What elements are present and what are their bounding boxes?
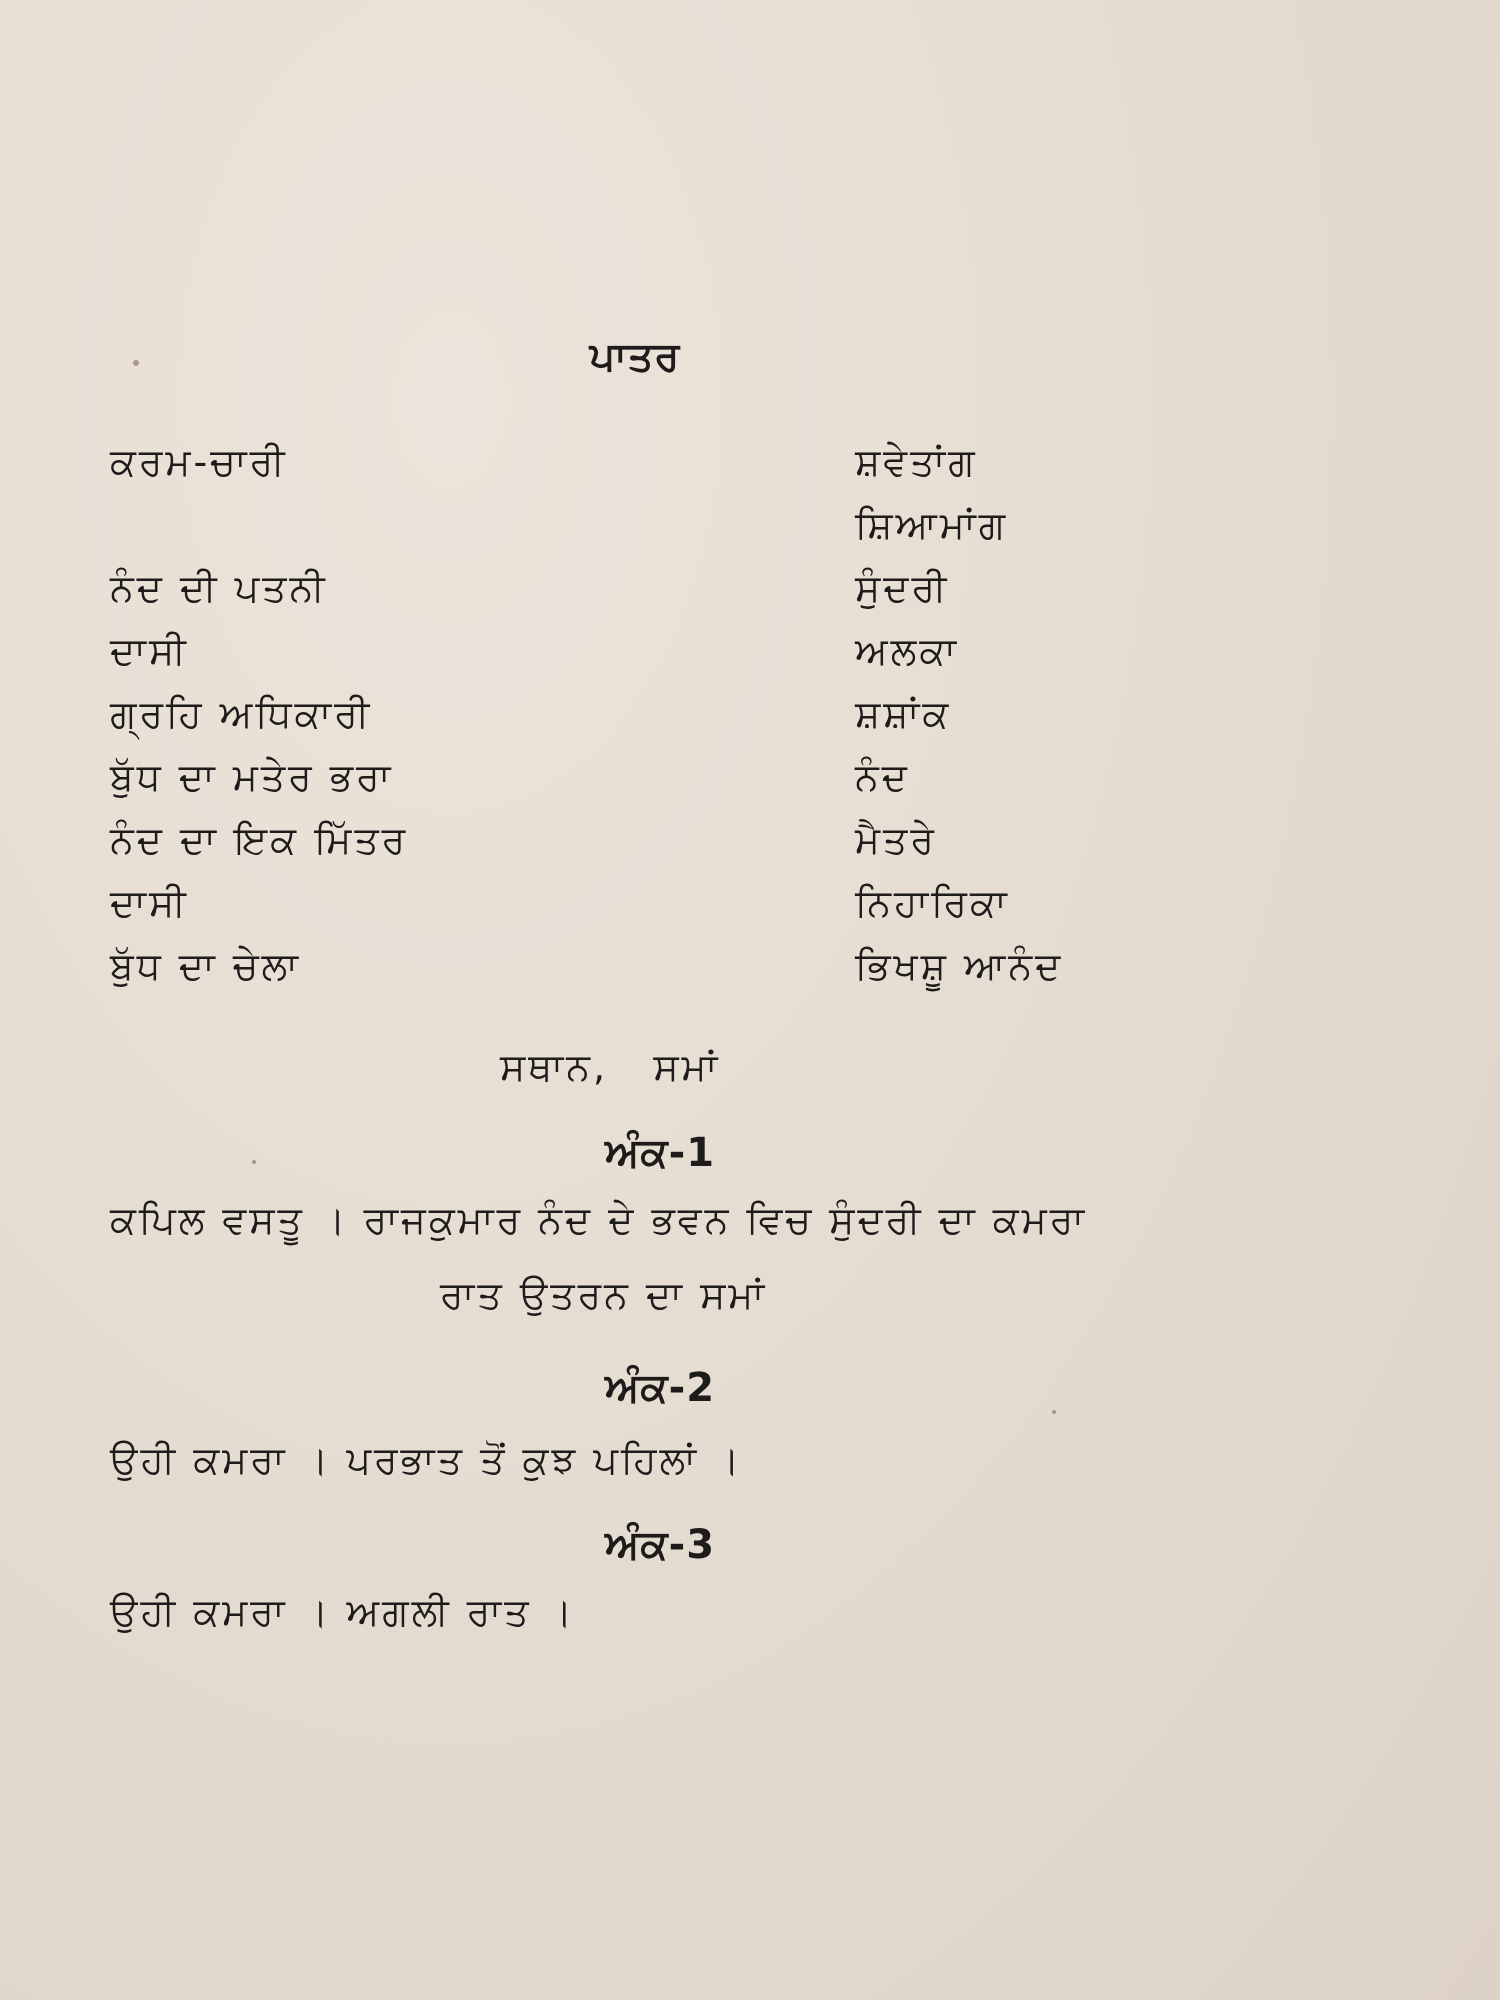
act-heading: ਅੰਕ-2	[604, 1365, 716, 1411]
cast-name: ਸੁੰਦਰੀ	[855, 566, 950, 610]
cast-name: ਭਿਖਸ਼ੂ ਆਨੰਦ	[855, 944, 1064, 988]
cast-name: ਸ਼ਸ਼ਾਂਕ	[855, 692, 952, 736]
act-description: ਉਹੀ ਕਮਰਾ । ਅਗਲੀ ਰਾਤ ।	[110, 1590, 576, 1634]
cast-row	[0, 629, 1500, 689]
cast-role: ਦਾਸੀ	[110, 881, 189, 925]
cast-row	[0, 440, 1500, 500]
cast-name: ਨਿਹਾਰਿਕਾ	[855, 881, 1010, 925]
paper-speck	[252, 1160, 256, 1164]
act-description: ਉਹੀ ਕਮਰਾ । ਪਰਭਾਤ ਤੋਂ ਕੁਝ ਪਹਿਲਾਂ ।	[110, 1438, 743, 1482]
page-title: ਪਾਤਰ	[589, 334, 681, 380]
paper-speck	[1052, 1410, 1056, 1414]
cast-row	[0, 755, 1500, 815]
act-heading: ਅੰਕ-1	[604, 1130, 716, 1176]
act-heading: ਅੰਕ-3	[604, 1522, 716, 1568]
cast-name: ਮੈਤਰੇ	[855, 818, 937, 862]
cast-role: ਨੰਦ ਦੀ ਪਤਨੀ	[110, 566, 328, 610]
cast-role: ਦਾਸੀ	[110, 629, 189, 673]
cast-role: ਨੰਦ ਦਾ ਇਕ ਮਿੱਤਰ	[110, 818, 409, 862]
paper-speck	[133, 360, 139, 366]
cast-row	[0, 881, 1500, 941]
setting-heading: ਸਥਾਨ, ਸਮਾਂ	[500, 1045, 721, 1089]
cast-role: ਕਰਮ-ਚਾਰੀ	[110, 440, 288, 484]
cast-name: ਸ਼ਿਆਮਾਂਗ	[855, 503, 1009, 547]
cast-row	[0, 503, 1500, 563]
cast-row	[0, 692, 1500, 752]
act-description: ਰਾਤ ਉਤਰਨ ਦਾ ਸਮਾਂ	[440, 1273, 768, 1317]
cast-name: ਸ਼ਵੇਤਾਂਗ	[855, 440, 978, 484]
cast-name: ਨੰਦ	[855, 755, 910, 799]
cast-row	[0, 944, 1500, 1004]
act-description: ਕਪਿਲ ਵਸਤੂ । ਰਾਜਕੁਮਾਰ ਨੰਦ ਦੇ ਭਵਨ ਵਿਚ ਸੁੰਦਰੀ ਦਾ ਕਮਰਾ	[110, 1198, 1088, 1242]
cast-role: ਗ੍ਰਹਿ ਅਧਿਕਾਰੀ	[110, 692, 373, 736]
cast-name: ਅਲਕਾ	[855, 629, 960, 673]
cast-role: ਬੁੱਧ ਦਾ ਚੇਲਾ	[110, 944, 302, 988]
cast-row	[0, 566, 1500, 626]
cast-row	[0, 818, 1500, 878]
cast-role: ਬੁੱਧ ਦਾ ਮਤੇਰ ਭਰਾ	[110, 755, 394, 799]
